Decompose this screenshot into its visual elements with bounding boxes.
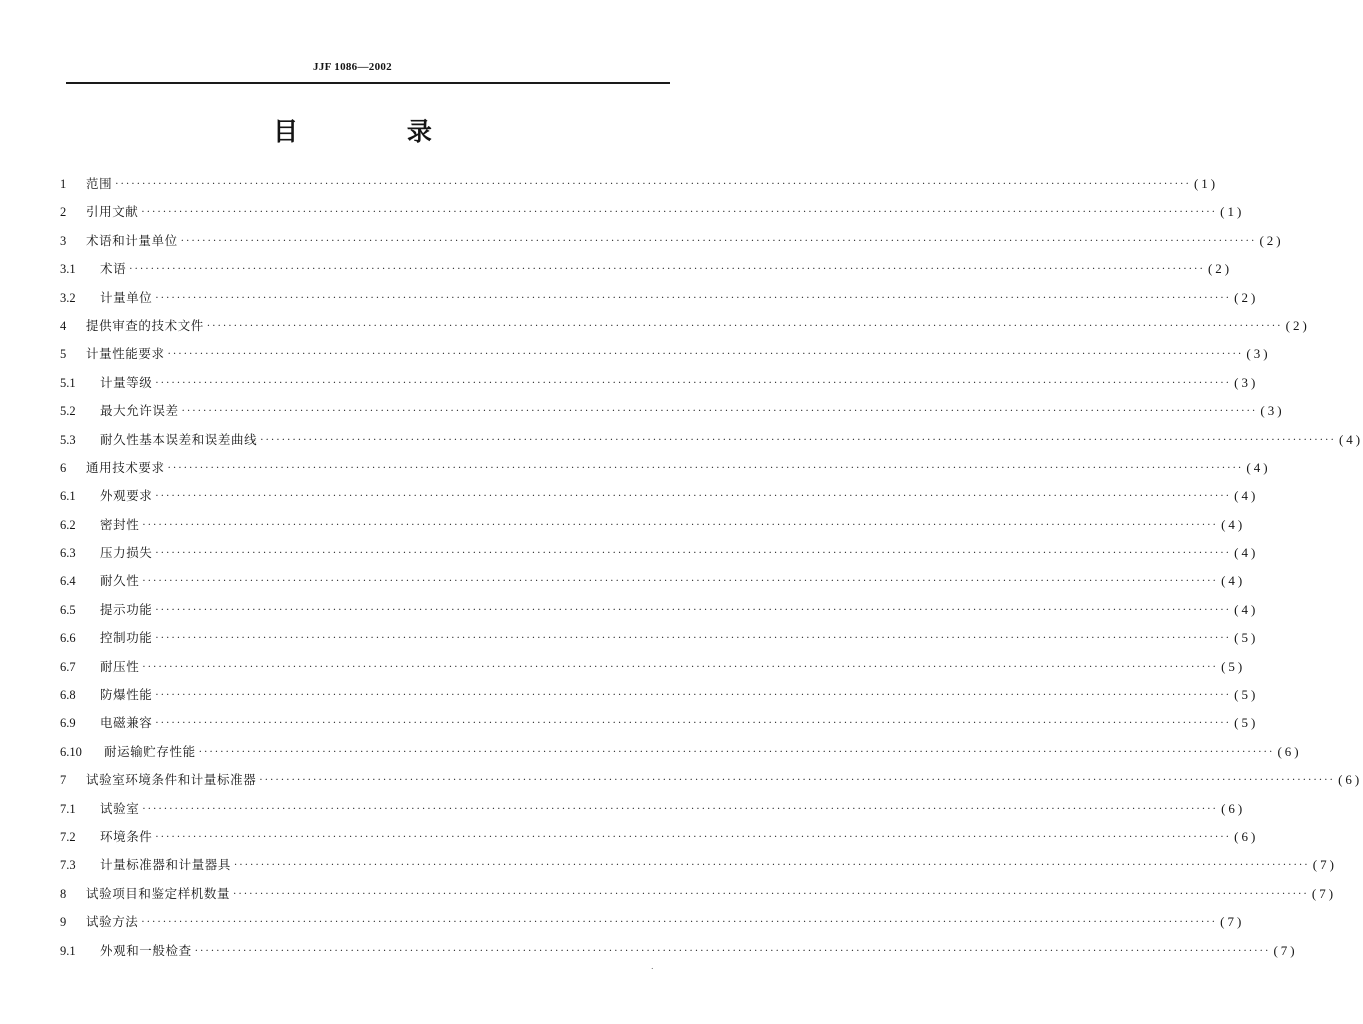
toc-dot-leader: ········································································································································································································ — [167, 462, 1244, 474]
toc-dot-leader: ········································································································································································································ — [155, 292, 1232, 304]
toc-dot-leader: ········································································································································································································ — [167, 349, 1244, 361]
table-of-contents — [60, 170, 1363, 965]
toc-entry-title: 密封性 — [100, 516, 140, 532]
toc-entry[interactable] — [60, 880, 1337, 908]
toc-entry[interactable] — [60, 482, 1259, 510]
toc-entry[interactable] — [60, 397, 1285, 425]
toc-dot-leader: ········································································································································································································ — [181, 406, 1258, 418]
toc-entry[interactable] — [60, 596, 1259, 624]
toc-entry-page: (2) — [1207, 261, 1233, 277]
toc-entry[interactable] — [60, 255, 1233, 283]
toc-entry-title: 计量标准器和计量器具 — [100, 857, 232, 873]
standard-code: JJF 1086—2002 — [313, 61, 392, 73]
toc-entry-number: 6.7 — [60, 659, 76, 674]
toc-entry-number: 6.10 — [60, 744, 82, 759]
toc-dot-leader: ········································································································································································································ — [155, 690, 1232, 702]
toc-dot-leader: ········································································································································································································ — [155, 604, 1232, 616]
toc-entry-page: (4) — [1234, 488, 1259, 504]
toc-entry-number: 9 — [60, 915, 67, 930]
toc-entry-title: 通用技术要求 — [86, 459, 165, 475]
toc-entry-number: 1 — [60, 177, 67, 191]
toc-entry-page: (4) — [1221, 573, 1246, 589]
toc-entry-number: 9.1 — [60, 943, 76, 958]
toc-entry[interactable] — [60, 795, 1246, 823]
toc-dot-leader: ········································································································································································································ — [142, 661, 1219, 673]
toc-entry-number: 6 — [60, 460, 67, 475]
toc-entry-number: 5.1 — [60, 375, 76, 390]
toc-entry[interactable] — [60, 426, 1363, 454]
toc-dot-leader: ········································································································································································································ — [141, 917, 1218, 929]
toc-dot-leader: ········································································································································································································ — [206, 320, 1283, 332]
toc-entry-page: (6) — [1221, 800, 1246, 816]
toc-dot-leader: ········································································································································································································ — [142, 803, 1219, 815]
toc-entry-title: 耐运输贮存性能 — [104, 743, 196, 759]
toc-dot-leader: ········································································································································································································ — [142, 519, 1219, 531]
toc-entry-title: 术语和计量单位 — [86, 232, 178, 248]
toc-entry-title: 提示功能 — [100, 601, 153, 617]
toc-dot-leader: ········································································································································································································ — [260, 434, 1336, 446]
toc-entry-page: (7) — [1273, 942, 1298, 958]
toc-entry-number: 7.3 — [60, 858, 76, 873]
toc-entry-page: (5) — [1234, 687, 1259, 703]
toc-entry-page: (2) — [1234, 289, 1259, 305]
toc-dot-leader: ········································································································································································································ — [141, 207, 1218, 219]
toc-entry-page: (3) — [1260, 403, 1285, 419]
toc-entry-page: (7) — [1312, 857, 1337, 873]
toc-entry-title: 外观和一般检查 — [100, 942, 192, 958]
toc-entry-title: 控制功能 — [100, 630, 153, 646]
toc-entry-number: 5.2 — [60, 404, 76, 419]
toc-entry-number: 6.2 — [60, 517, 76, 532]
toc-entry[interactable] — [60, 340, 1271, 368]
toc-entry-page: (2) — [1259, 232, 1284, 248]
toc-entry-page: (1) — [1193, 176, 1219, 191]
toc-entry-title: 耐压性 — [100, 658, 140, 674]
toc-entry-page: (7) — [1220, 914, 1245, 930]
header-rule — [66, 82, 670, 84]
toc-entry-number: 3.1 — [60, 262, 76, 277]
toc-dot-leader: ········································································································································································································ — [234, 860, 1310, 872]
toc-dot-leader: ········································································································································································································ — [233, 888, 1309, 900]
toc-entry[interactable] — [60, 709, 1259, 737]
toc-entry-page: (6) — [1277, 743, 1302, 759]
toc-entry[interactable] — [60, 624, 1259, 652]
toc-entry-page: (4) — [1338, 431, 1363, 447]
toc-entry[interactable] — [60, 312, 1310, 340]
toc-entry-number: 3 — [60, 233, 67, 248]
toc-entry-page: (4) — [1246, 459, 1271, 475]
toc-entry-page: (5) — [1234, 630, 1259, 646]
toc-dot-leader: ········································································································································································································ — [259, 775, 1336, 787]
toc-dot-leader: ········································································································································································································ — [155, 548, 1232, 560]
toc-entry-title: 最大允许误差 — [100, 403, 179, 419]
toc-entry-number: 6.8 — [60, 688, 76, 703]
toc-entry-number: 5 — [60, 347, 67, 362]
toc-entry-title: 计量等级 — [100, 374, 153, 390]
toc-entry[interactable] — [60, 851, 1337, 879]
toc-dot-leader: ········································································································································································································ — [194, 945, 1271, 957]
toc-entry[interactable] — [60, 284, 1259, 312]
toc-entry-page: (4) — [1234, 545, 1259, 561]
toc-entry-page: (3) — [1234, 374, 1259, 390]
toc-entry-number: 6.5 — [60, 602, 76, 617]
toc-entry[interactable] — [60, 653, 1246, 681]
toc-entry-number: 3.2 — [60, 290, 76, 305]
toc-entry-title: 耐久性基本误差和误差曲线 — [100, 431, 258, 447]
toc-entry[interactable] — [60, 908, 1245, 936]
toc-entry-page: (6) — [1338, 772, 1363, 788]
toc-entry-title: 耐久性 — [100, 573, 140, 589]
toc-entry[interactable] — [60, 539, 1259, 567]
toc-dot-leader: ········································································································································································································ — [142, 576, 1219, 588]
toc-dot-leader: ········································································································································································································ — [155, 718, 1232, 730]
toc-entry-number: 6.3 — [60, 546, 76, 561]
toc-entry-number: 7 — [60, 773, 67, 788]
toc-entry-title: 试验室环境条件和计量标准器 — [86, 772, 257, 788]
toc-entry-title: 试验项目和鉴定样机数量 — [86, 885, 231, 901]
toc-entry[interactable] — [60, 227, 1284, 255]
toc-entry-number: 5.3 — [60, 432, 76, 447]
toc-dot-leader: ········································································································································································································ — [155, 377, 1232, 389]
toc-entry-number: 7.2 — [60, 829, 76, 844]
toc-dot-leader: ········································································································································································································ — [155, 491, 1232, 503]
toc-entry[interactable] — [60, 937, 1298, 965]
toc-entry[interactable] — [60, 823, 1259, 851]
toc-entry[interactable] — [60, 170, 1219, 198]
toc-entry-title: 试验室 — [100, 800, 140, 816]
toc-entry-title: 环境条件 — [100, 828, 153, 844]
toc-entry-title: 计量单位 — [100, 289, 153, 305]
toc-entry[interactable] — [60, 766, 1363, 794]
toc-entry-number: 8 — [60, 886, 67, 901]
toc-entry-page: (7) — [1311, 885, 1337, 901]
toc-entry-title: 范围 — [86, 176, 113, 191]
toc-dot-leader: ········································································································································································································ — [129, 264, 1205, 276]
toc-entry-page: (4) — [1221, 516, 1246, 532]
toc-entry-number: 6.1 — [60, 489, 76, 504]
toc-entry[interactable] — [60, 198, 1245, 226]
toc-entry-number: 2 — [60, 205, 67, 220]
toc-dot-leader: ········································································································································································································ — [115, 179, 1191, 190]
toc-entry[interactable] — [60, 511, 1246, 539]
toc-entry-number: 6.4 — [60, 574, 76, 589]
toc-entry-page: (4) — [1234, 601, 1259, 617]
toc-entry-title: 外观要求 — [100, 488, 153, 504]
toc-entry-title: 电磁兼容 — [100, 715, 153, 731]
toc-dot-leader: ········································································································································································································ — [155, 633, 1232, 645]
toc-dot-leader: ········································································································································································································ — [198, 746, 1275, 758]
toc-entry-number: 7.1 — [60, 801, 76, 816]
toc-entry-page: (5) — [1234, 715, 1259, 731]
toc-entry[interactable] — [60, 454, 1271, 482]
toc-entry-page: (6) — [1234, 828, 1259, 844]
toc-entry-title: 计量性能要求 — [86, 346, 165, 362]
toc-dot-leader: ········································································································································································································ — [155, 831, 1232, 843]
toc-entry-number: 4 — [60, 318, 67, 333]
toc-entry-title: 术语 — [100, 261, 127, 277]
toc-entry-title: 防爆性能 — [100, 687, 153, 703]
toc-entry-number: 6.6 — [60, 631, 76, 646]
toc-entry-page: (5) — [1221, 658, 1246, 674]
toc-entry-page: (3) — [1246, 346, 1271, 362]
toc-entry[interactable] — [60, 738, 1302, 766]
toc-entry[interactable] — [60, 369, 1259, 397]
toc-entry[interactable] — [60, 567, 1246, 595]
page-title: 目 录 — [273, 117, 482, 146]
toc-entry-title: 试验方法 — [86, 914, 139, 930]
toc-entry-title: 引用文献 — [86, 204, 139, 220]
scan-mark: ˙ — [650, 968, 655, 978]
toc-dot-leader: ········································································································································································································ — [180, 235, 1257, 247]
toc-entry-title: 提供审查的技术文件 — [86, 317, 204, 333]
toc-entry-number: 6.9 — [60, 716, 76, 731]
toc-entry-page: (1) — [1220, 204, 1245, 220]
toc-entry-title: 压力损失 — [100, 545, 153, 561]
toc-entry-page: (2) — [1285, 317, 1310, 333]
toc-entry[interactable] — [60, 681, 1259, 709]
